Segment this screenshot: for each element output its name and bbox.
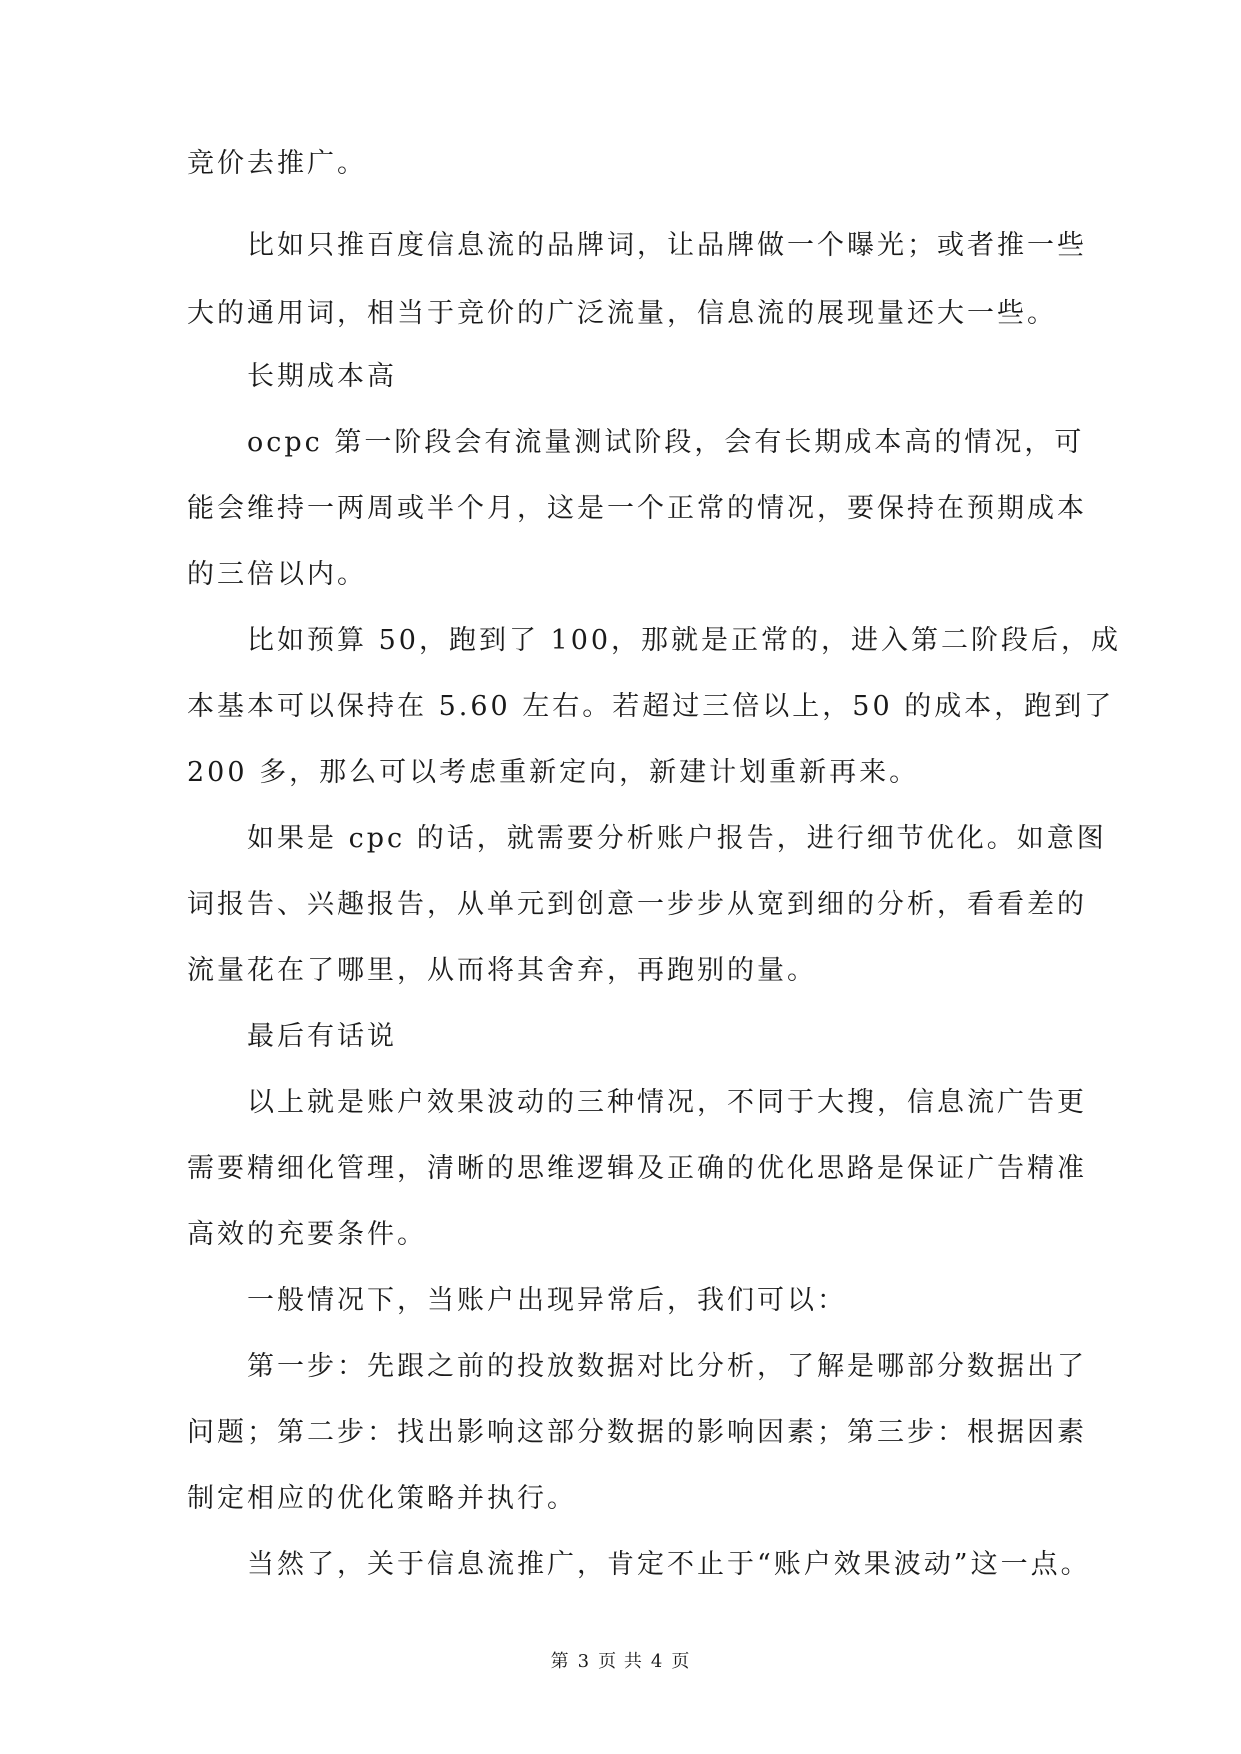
footer-middle: 页 共 (598, 1651, 643, 1672)
text-line: 如果是 cpc 的话，就需要分析账户报告，进行细节优化。如意图 (247, 823, 1107, 854)
section-heading: 最后有话说 (247, 1021, 397, 1052)
section-heading: 长期成本高 (247, 361, 397, 392)
current-page-number: 3 (577, 1651, 591, 1672)
text-line: 能会维持一两周或半个月，这是一个正常的情况，要保持在预期成本 (187, 493, 1087, 524)
text-line: 本基本可以保持在 5.60 左右。若超过三倍以上，50 的成本，跑到了 (187, 691, 1115, 722)
text-line: 高效的充要条件。 (187, 1219, 427, 1250)
text-line: ocpc 第一阶段会有流量测试阶段，会有长期成本高的情况，可 (247, 427, 1085, 458)
footer-suffix: 页 (671, 1651, 691, 1672)
text-line: 当然了，关于信息流推广，肯定不止于“账户效果波动”这一点。 (247, 1549, 1091, 1580)
text-line: 制定相应的优化策略并执行。 (187, 1483, 577, 1514)
footer-prefix: 第 (550, 1651, 570, 1672)
text-line: 大的通用词，相当于竞价的广泛流量，信息流的展现量还大一些。 (187, 298, 1057, 329)
text-line: 问题；第二步：找出影响这部分数据的影响因素；第三步：根据因素 (187, 1417, 1087, 1448)
text-line: 竞价去推广。 (187, 148, 367, 179)
text-line: 一般情况下，当账户出现异常后，我们可以： (247, 1285, 847, 1316)
text-line: 200 多，那么可以考虑重新定向，新建计划重新再来。 (187, 757, 920, 788)
text-line: 比如预算 50，跑到了 100，那就是正常的，进入第二阶段后，成 (247, 625, 1122, 656)
text-line: 流量花在了哪里，从而将其舍弃，再跑别的量。 (187, 955, 817, 986)
text-line: 需要精细化管理，清晰的思维逻辑及正确的优化思路是保证广告精准 (187, 1153, 1087, 1184)
text-line: 词报告、兴趣报告，从单元到创意一步步从宽到细的分析，看看差的 (187, 889, 1087, 920)
text-line: 比如只推百度信息流的品牌词，让品牌做一个曝光；或者推一些 (247, 230, 1087, 261)
page-number-footer (0, 1650, 1241, 1674)
total-page-number: 4 (650, 1651, 664, 1672)
text-line: 的三倍以内。 (187, 559, 367, 590)
text-line: 以上就是账户效果波动的三种情况，不同于大搜，信息流广告更 (247, 1087, 1087, 1118)
text-line: 第一步：先跟之前的投放数据对比分析，了解是哪部分数据出了 (247, 1351, 1087, 1382)
